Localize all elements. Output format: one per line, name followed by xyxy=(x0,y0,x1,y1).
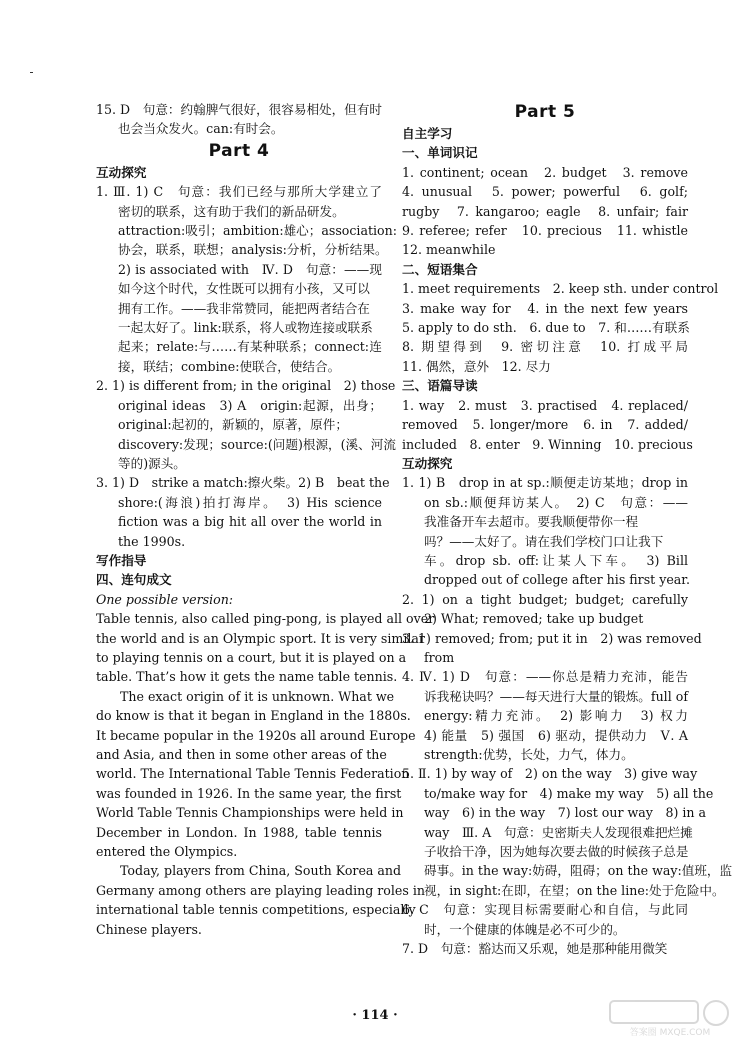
text-line: strength:优势，长处，力气，体力。 xyxy=(424,747,634,762)
text-line: It became popular in the 1920s all around Europe xyxy=(96,727,416,743)
text-line: 密切的联系，这有助于我们的新品研发。 xyxy=(118,203,345,219)
text-line: was founded in 1926. In the same year, the first xyxy=(96,785,402,801)
text-line: 协会，联系，联想；analysis:分析，分析结果。 xyxy=(118,242,388,258)
heading-lianju-chengwen: 四、连句成文 xyxy=(96,572,172,588)
text-line: 3. 1) removed; from; put it in 2) was removed xyxy=(402,630,702,646)
text-line: 1. Ⅲ. 1) C 句意：我们已经与那所大学建立了 xyxy=(96,184,382,200)
text-line: 8. 期望得到 9. 密切注意 10. 打成平局 xyxy=(402,339,688,355)
hudong-answers xyxy=(96,182,397,551)
heading-hudong-tanjiu-right: 互动探究 xyxy=(402,455,453,471)
text-line: way 6) in the way 7) lost our way 8) in a xyxy=(424,805,707,821)
text-line: energy:精力充沛。 2) 影响力 3) 权力 xyxy=(424,708,688,724)
text-line: rugby 7. kangaroo; eagle 8. unfair; fair xyxy=(402,203,688,219)
heading-yupian-daodu: 三、语篇导读 xyxy=(402,378,478,394)
heading-hudong-tanjiu: 互动探究 xyxy=(96,164,147,180)
text-line: The exact origin of it is unknown. What we xyxy=(120,688,395,704)
text-line: 拥有工作。——我非常赞同，能把两者结合在 xyxy=(118,300,370,316)
text-line: 我准备开车去超市。要我顺便带你一程 xyxy=(424,514,639,530)
text-line: fiction was a big hit all over the world in xyxy=(118,514,382,530)
text-line: 12. meanwhile xyxy=(402,242,496,258)
scan-mark xyxy=(30,72,33,73)
text-line: 如今这个时代，女性既可以拥有小孩，又可以 xyxy=(118,281,370,297)
heading-zizhu-xuexi: 自主学习 xyxy=(402,126,453,141)
heading-xiezuo-zhidao: 写作指导 xyxy=(96,552,147,568)
text-line: Chinese players. xyxy=(96,921,202,937)
text-line: original ideas 3) A origin:起源，出身； xyxy=(118,397,382,413)
text-line: 也会当众发火。can:有时会。 xyxy=(118,121,284,137)
heading-danci-shiji: 一、单词识记 xyxy=(402,145,478,161)
text-line: the world and is an Olympic sport. It is very similar xyxy=(96,630,425,646)
text-line: 车。drop sb. off:让某人下车。 3) Bill xyxy=(424,552,688,568)
text-line: 碍事。in the way:妨碍，阻碍；on the way:值班，监 xyxy=(424,863,733,879)
text-line: 2. 1) on a tight budget; budget; carefully xyxy=(402,591,688,607)
text-line: 视，in sight:在即，在望；on the line:处于危险中。 xyxy=(424,882,725,898)
text-line: Table tennis, also called ping-pong, is played all over xyxy=(96,611,435,627)
text-line: dropped out of college after his first year. xyxy=(424,572,690,588)
text-line: 3. make way for 4. in the next few years xyxy=(402,300,688,316)
heading-duanyu-jihe: 二、短语集合 xyxy=(402,261,478,277)
text-line: 2) is associated with Ⅳ. D 句意：——现 xyxy=(118,261,382,277)
text-line: World Table Tennis Championships were held in xyxy=(96,805,404,821)
text-line: do know is that it began in England in the 1880s. xyxy=(96,708,411,724)
hudong-answers-right xyxy=(402,473,733,958)
text-line: shore:(海浪)拍打海岸。 3) His science xyxy=(118,494,382,510)
text-line: original:起初的，新颖的，原著，原件； xyxy=(118,417,348,433)
text-line: 6. C 句意：实现目标需要耐心和自信，与此同 xyxy=(402,902,688,918)
text-line: 4. Ⅳ. 1) D 句意：——你总是精力充沛，能告 xyxy=(402,669,688,685)
text-line: to/make way for 4) make my way 5) all the xyxy=(424,785,714,801)
text-line: 1. way 2. must 3. practised 4. replaced/ xyxy=(402,397,688,413)
part-5-title: Part 5 xyxy=(514,102,576,122)
text-line: 3. 1) D strike a match:擦火柴。2) B beat the xyxy=(96,475,390,491)
part-4-title: Part 4 xyxy=(208,140,270,161)
text-line: Today, players from China, South Korea and xyxy=(120,863,402,879)
text-line: Germany among others are playing leading roles in xyxy=(96,882,425,898)
text-line: 接，联结；combine:使联合，使结合。 xyxy=(118,358,341,374)
text-line: way Ⅲ. A 句意：史密斯夫人发现很难把烂摊 xyxy=(424,824,693,840)
text-line: 2. 1) is different from; in the original 2) those xyxy=(96,378,396,394)
text-line: 时，一个健康的体魄是必不可少的。 xyxy=(424,921,626,937)
text-line: 起来；relate:与……有某种联系；connect:连 xyxy=(118,339,382,355)
page-number: · 114 · xyxy=(352,1008,398,1023)
text-line: attraction:吸引；ambition:雄心；association: xyxy=(118,223,397,239)
one-possible-version: One possible version: xyxy=(96,591,234,607)
text-line: 7. D 句意：豁达而又乐观，她是那种能用微笑 xyxy=(402,941,668,957)
watermark-text: 答案圈 MXQE.COM xyxy=(629,1028,711,1038)
text-line: 1. continent; ocean 2. budget 3. remove xyxy=(402,164,688,180)
watermark-shape xyxy=(610,1001,728,1025)
reading-answers xyxy=(402,396,693,454)
phrase-answers xyxy=(402,279,719,376)
text-line: international table tennis competitions, especially xyxy=(96,902,416,918)
text-line: table. That’s how it gets the name table tennis. xyxy=(96,669,398,685)
text-line: 吗？——太好了。请在我们学校门口让我下 xyxy=(424,533,664,549)
text-line: 4. unusual 5. power; powerful 6. golf; xyxy=(402,184,688,200)
text-line: 9. referee; refer 10. precious 11. whistle xyxy=(402,223,688,239)
text-line: discovery:发现；source:(问题)根源，(溪、河流 xyxy=(118,436,396,452)
text-line: 4) 能量 5) 强国 6) 驱动，提供动力 Ⅴ. A xyxy=(424,727,688,743)
vocabulary-answers xyxy=(402,163,688,260)
text-line: 1. meet requirements 2. keep sth. under control xyxy=(402,281,719,297)
text-line: 5. apply to do sth. 6. due to 7. 和……有联系 xyxy=(402,320,690,336)
text-line: the 1990s. xyxy=(118,533,186,549)
text-line: 15. D 句意：约翰脾气很好，很容易相处，但有时 xyxy=(96,102,383,117)
text-line: included 8. enter 9. Winning 10. precious xyxy=(402,436,693,452)
text-line: and Asia, and then in some other areas of the xyxy=(96,747,387,762)
text-line: to playing tennis on a court, but it is played on a xyxy=(96,649,407,665)
watermark-logo xyxy=(606,997,734,1039)
text-line: from xyxy=(424,649,455,665)
text-line: entered the Olympics. xyxy=(96,844,238,860)
text-line: 1. 1) B drop in at sp.:顺便走访某地；drop in xyxy=(402,475,688,491)
text-line: 子收拾干净，因为她每次要去做的时候孩子总是 xyxy=(424,844,689,860)
text-line: 一起太好了。link:联系，将人或物连接或联系 xyxy=(118,320,373,336)
right-column xyxy=(402,100,733,958)
text-line: 诉我秘诀吗？——每天进行大量的锻炼。full of xyxy=(424,688,688,704)
text-line: removed 5. longer/more 6. in 7. added/ xyxy=(402,417,688,433)
text-line: 11. 偶然，意外 12. 尽力 xyxy=(402,358,551,374)
text-line: 2) What; removed; take up budget xyxy=(424,611,644,627)
text-line: world. The International Table Tennis Federation xyxy=(96,766,410,782)
text-line: 等的)源头。 xyxy=(118,455,186,471)
text-line: on sb.:顺便拜访某人。 2) C 句意：—— xyxy=(424,494,688,510)
text-line: December in London. In 1988, table tennis xyxy=(96,824,382,840)
item-15-block xyxy=(96,100,382,139)
text-line: 5. Ⅱ. 1) by way of 2) on the way 3) give way xyxy=(402,766,698,782)
sample-essay xyxy=(96,609,435,939)
